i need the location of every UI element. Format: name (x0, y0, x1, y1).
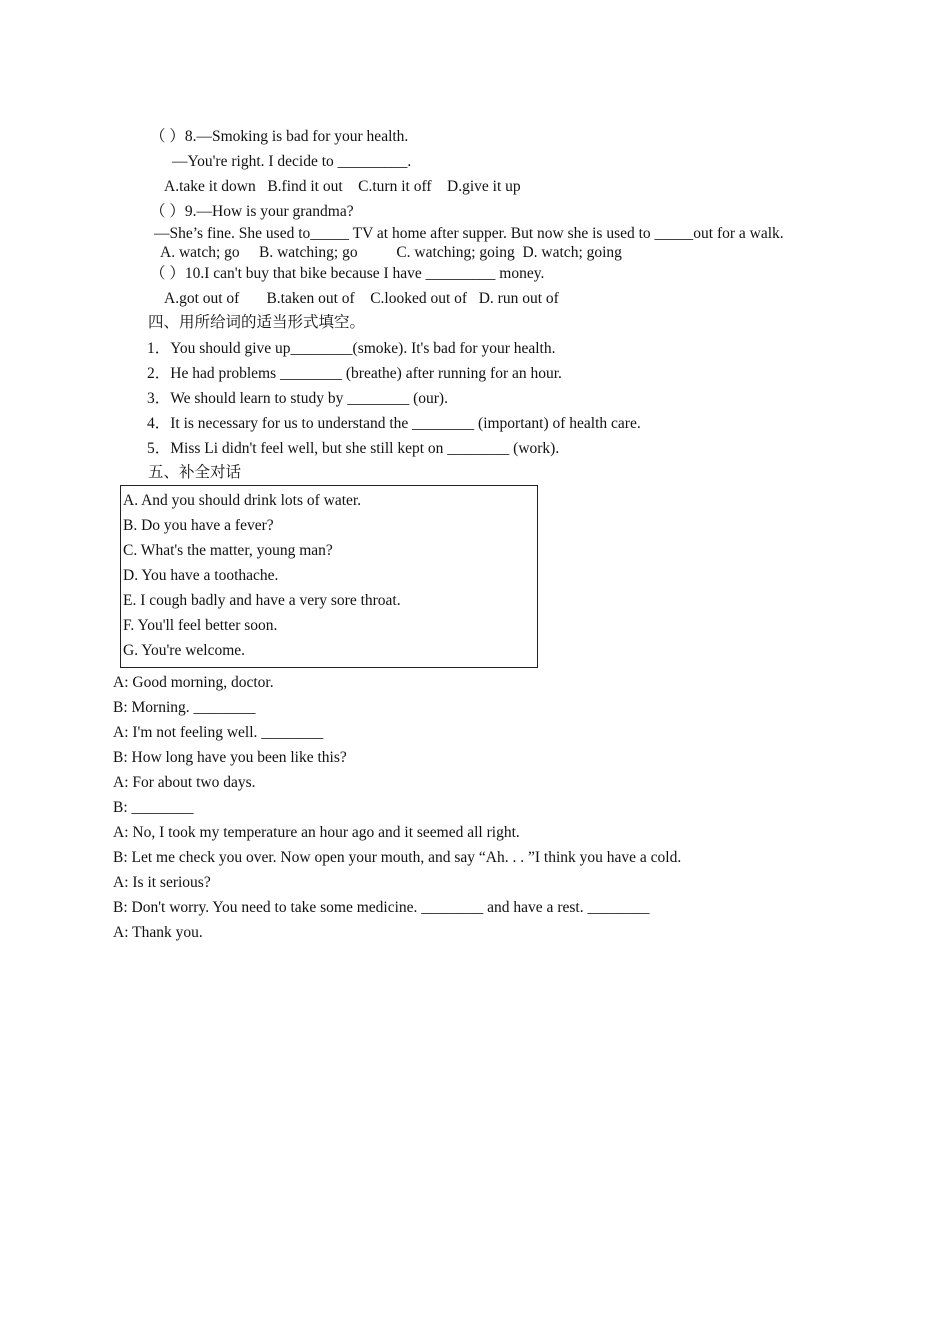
section4-item-1: 1．You should give up________(smoke). It's bad for your health. (147, 340, 556, 357)
box-option-e: E. I cough badly and have a very sore throat. (123, 592, 401, 609)
box-option-g: G. You're welcome. (123, 642, 246, 659)
dialogue-line: B: Don't worry. You need to take some medicine. ________ and have a rest. ________ (113, 899, 650, 916)
dialogue-line: B: ________ (113, 799, 194, 816)
dialogue-line: B: Morning. ________ (113, 699, 256, 716)
dialogue-line: A: Thank you. (113, 924, 203, 941)
section5-heading: 五、补全对话 (148, 464, 242, 481)
dialogue-line: B: How long have you been like this? (113, 749, 347, 766)
dialogue-line: A: No, I took my temperature an hour ago and it seemed all right. (113, 824, 520, 841)
dialogue-line: B: Let me check you over. Now open your mouth, and say “Ah. . . ”I think you have a cold. (113, 849, 682, 866)
q10-stem: （ ）10.I can't buy that bike because I have _________ money. (150, 265, 545, 282)
box-option-c: C. What's the matter, young man? (123, 542, 333, 559)
dialogue-line: A: I'm not feeling well. ________ (113, 724, 324, 741)
section4-item-5: 5．Miss Li didn't feel well, but she still kept on ________ (work). (147, 440, 560, 457)
q10-options: A.got out of B.taken out of C.looked out of D. run out of (164, 290, 559, 307)
q8-reply: —You're right. I decide to _________. (172, 153, 412, 170)
dialogue-line: A: Is it serious? (113, 874, 211, 891)
box-option-f: F. You'll feel better soon. (123, 617, 278, 634)
q9-stem: （ ）9.—How is your grandma? (150, 203, 354, 220)
box-option-b: B. Do you have a fever? (123, 517, 274, 534)
options-box (120, 485, 538, 668)
dialogue-line: A: Good morning, doctor. (113, 674, 274, 691)
section4-heading: 四、用所给词的适当形式填空。 (148, 314, 366, 331)
dialogue-line: A: For about two days. (113, 774, 256, 791)
section4-item-2: 2．He had problems ________ (breathe) after running for an hour. (147, 365, 562, 382)
section4-item-3: 3．We should learn to study by ________ (our). (147, 390, 448, 407)
q9-options: A. watch; go B. watching; go C. watching; going D. watch; going (160, 244, 622, 261)
section4-item-4: 4．It is necessary for us to understand the ________ (important) of health care. (147, 415, 641, 432)
q9-reply: —She’s fine. She used to_____ TV at home after supper. But now she is used to _____out for a walk. (154, 225, 784, 242)
q8-stem: （ ）8.—Smoking is bad for your health. (150, 128, 409, 145)
box-option-d: D. You have a toothache. (123, 567, 279, 584)
q8-options: A.take it down B.find it out C.turn it off D.give it up (164, 178, 521, 195)
box-option-a: A. And you should drink lots of water. (123, 492, 362, 509)
